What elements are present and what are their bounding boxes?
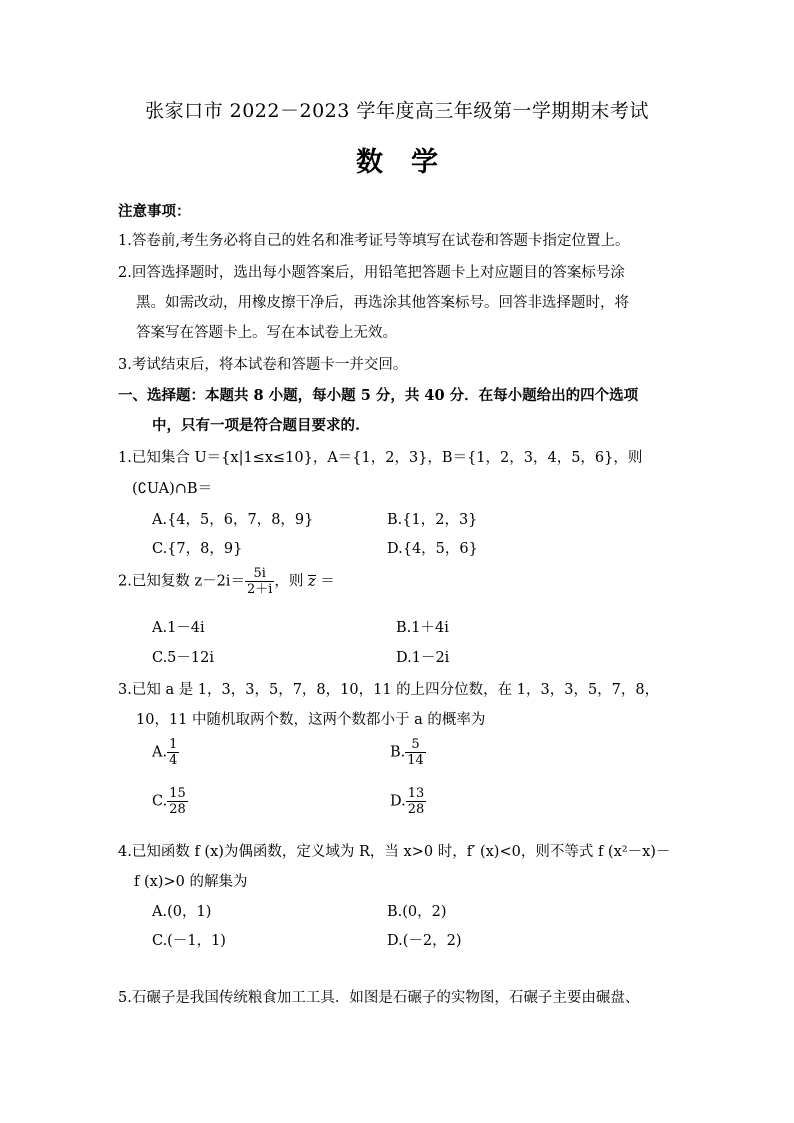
- question-2-option-c: C.5－12i: [152, 650, 215, 666]
- question-4-stem-2: f (x)>0 的解集为: [134, 874, 248, 890]
- option-b-label: B.: [390, 744, 406, 761]
- question-2-prefix: 2.已知复数 z－2i＝: [118, 573, 245, 590]
- question-4-option-b: B.(0，2): [387, 904, 447, 920]
- option-c-label: C.: [152, 793, 168, 810]
- question-2-suffix: ，则: [274, 573, 304, 590]
- question-3-option-a: [152, 737, 179, 768]
- question-2-option-a: A.1－4i: [152, 620, 205, 636]
- option-d-fraction: [406, 786, 427, 817]
- question-3-option-d: [390, 786, 426, 817]
- notice-item-2-line-2: 黑。如需改动，用橡皮擦干净后，再选涂其他答案标号。回答非选择题时，将: [136, 295, 629, 311]
- notice-item-1: 1.答卷前,考生务必将自己的姓名和准考证号等填写在试卷和答题卡指定位置上。: [118, 233, 630, 249]
- question-2-fraction-den: 2＋i: [246, 582, 273, 597]
- question-1-stem: 1.已知集合 U＝{x|1≤x≤10}，A＝{1，2，3}，B＝{1，2，3，4，5，6}，则: [118, 450, 643, 466]
- option-d-label: D.: [390, 793, 406, 810]
- question-1-stem-2: (∁UA)∩B＝: [132, 481, 213, 497]
- fraction-num: 13: [407, 786, 425, 801]
- question-3-option-b: [390, 737, 426, 768]
- question-2-eq: ＝: [320, 573, 335, 590]
- fraction-den: 4: [169, 753, 178, 768]
- option-c-fraction: [167, 786, 188, 817]
- fraction-num: 15: [169, 786, 186, 801]
- fraction-num: 1: [169, 737, 178, 752]
- section-1-line-1: 一、选择题：本题共 8 小题，每小题 5 分，共 40 分．在每小题给出的四个选项: [118, 387, 639, 404]
- question-4-option-c: C.(－1，1): [152, 933, 226, 949]
- question-3-stem: 3.已知 a 是 1，3，3，5，7，8，10，11 的上四分位数，在 1，3，3，5，7，8，: [118, 682, 660, 698]
- question-3-option-c: [152, 786, 188, 817]
- notice-item-2-line-3: 答案写在答题卡上。写在本试卷上无效。: [136, 325, 397, 341]
- question-2-fraction: [245, 566, 274, 597]
- question-3-stem-2: 10，11 中随机取两个数，这两个数都小于 a 的概率为: [136, 712, 486, 728]
- option-a-fraction: [167, 737, 179, 768]
- fraction-den: 28: [407, 802, 425, 817]
- fraction-num: 5: [405, 737, 426, 753]
- question-2-conjugate: z: [308, 573, 316, 590]
- notice-item-3: 3.考试结束后，将本试卷和答题卡一并交回。: [118, 357, 408, 373]
- subject-title: 数学: [356, 147, 466, 178]
- section-1-line-2: 中，只有一项是符合题目要求的.: [152, 417, 361, 434]
- question-5-stem: 5.石碾子是我国传统粮食加工工具．如图是石碾子的实物图，石碾子主要由碾盘、: [118, 990, 640, 1006]
- question-4-stem: 4.已知函数 f (x)为偶函数，定义域为 R，当 x>0 时，f′ (x)<0，则不等式 f (x²－x)－: [118, 844, 671, 860]
- fraction-den: 14: [407, 753, 424, 768]
- notice-item-2-line-1: 2.回答选择题时，选出每小题答案后，用铅笔把答题卡上对应题目的答案标号涂: [118, 265, 625, 281]
- question-4-option-d: D.(－2，2): [387, 933, 462, 949]
- fraction-den: 28: [169, 802, 186, 817]
- question-1-option-b: B.{1，2，3}: [387, 512, 478, 528]
- option-b-fraction: [405, 737, 426, 768]
- question-2-option-b: B.1＋4i: [396, 620, 449, 636]
- question-4-option-a: A.(0，1): [152, 904, 212, 920]
- question-1-option-c: C.{7，8，9}: [152, 541, 243, 557]
- question-2-option-d: D.1－2i: [396, 650, 450, 666]
- question-2-fraction-num: 5i: [245, 566, 274, 582]
- exam-title: 张家口市 2022－2023 学年度高三年级第一学期期末考试: [145, 100, 649, 122]
- option-a-label: A.: [152, 744, 168, 761]
- question-1-option-d: D.{4，5，6}: [387, 541, 478, 557]
- notice-heading: 注意事项：: [118, 203, 191, 220]
- question-1-option-a: A.{4，5，6，7，8，9}: [152, 512, 314, 528]
- question-2-stem: [118, 566, 335, 597]
